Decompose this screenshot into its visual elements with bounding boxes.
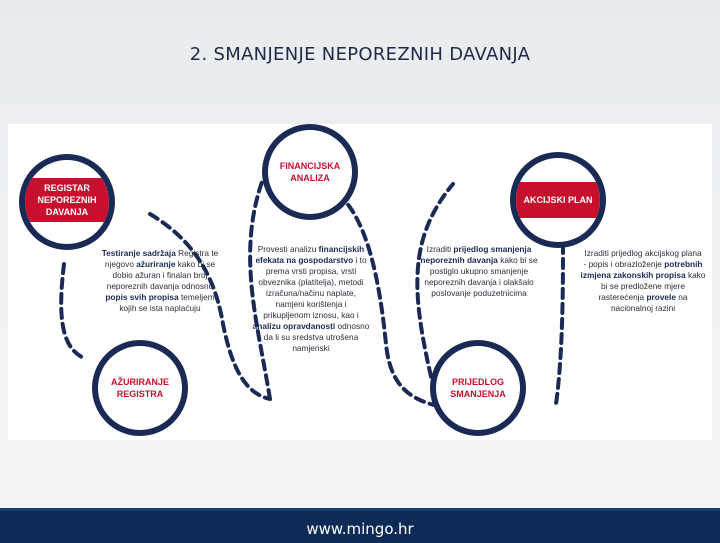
d2-l2a: efekata na gospodarstvo xyxy=(255,255,354,265)
label-prijedlog-line1: PRIJEDLOG xyxy=(451,377,504,387)
label-registar-line1: REGISTAR xyxy=(44,183,90,193)
d4-l5b: provele xyxy=(646,292,676,302)
d1-l2b: ažuriranje xyxy=(136,259,176,269)
d2-l8a: analizu opravdanosti xyxy=(252,321,336,331)
d4-l3a: izmjena zakonskih propisa xyxy=(580,270,686,280)
label-azuriranje-line1: AŽURIRANJE xyxy=(110,377,169,387)
footer-url-link[interactable]: www.mingo.hr xyxy=(306,520,414,538)
d1-l1b: Registra te xyxy=(175,248,219,258)
d2-l8b: odnosno xyxy=(335,321,370,331)
d1-l5b: temeljem xyxy=(178,292,215,302)
desc-prijedlog xyxy=(412,244,546,299)
label-financijska xyxy=(265,160,355,184)
d2-l1a: Provesti analizu xyxy=(257,244,319,254)
d4-l5a: rasterećenja xyxy=(598,292,647,302)
label-prijedlog xyxy=(433,376,523,400)
d1-l6: kojih se ista naplaćuju xyxy=(119,303,201,313)
d2-l6: namjeni korištenja i xyxy=(275,299,347,309)
d3-l2b: kako bi se xyxy=(497,255,538,265)
desc-akcijski xyxy=(574,248,712,314)
d2-l4: obveznika (platitelja), metodi xyxy=(258,277,364,287)
d2-l3: prema vrsti propisa, vrsti xyxy=(265,266,357,276)
label-akcijski-line1: AKCIJSKI PLAN xyxy=(523,195,593,205)
d1-l2a: njegovo xyxy=(104,259,137,269)
d2-l10: namjenski xyxy=(292,343,330,353)
label-registar-line2: NEPOREZNIH xyxy=(37,195,97,205)
d2-l5: izračuna/načinu naplate, xyxy=(266,288,356,298)
d4-l4: bi se predložene mjere xyxy=(601,281,685,291)
d4-l5c: na xyxy=(675,292,688,302)
d3-l3: postiglo ukupno smanjenje xyxy=(429,266,529,276)
d3-l1a: Izraditi xyxy=(426,244,454,254)
slide-title: 2. SMANJENJE NEPOREZNIH DAVANJA xyxy=(189,44,531,65)
d2-l9: da li su sredstva utrošena xyxy=(263,332,359,342)
label-akcijski xyxy=(513,194,603,206)
d4-l2b: potrebnih xyxy=(664,259,703,269)
d1-l4: neporeznih davanja odnosno xyxy=(106,281,214,291)
d4-l2a: - popis i obrazloženje xyxy=(583,259,665,269)
label-financijska-line2: ANALIZA xyxy=(290,173,330,183)
label-prijedlog-line2: SMANJENJA xyxy=(450,389,506,399)
label-financijska-line1: FINANCIJSKA xyxy=(279,161,341,171)
desc-financijska xyxy=(246,244,376,354)
d4-l6: nacionalnoj razini xyxy=(610,303,676,313)
d2-l7: prikupljenom iznosu, kao i xyxy=(263,310,359,320)
d1-l5a: popis svih propisa xyxy=(105,292,179,302)
d3-l1b: prijedlog smanjenja xyxy=(453,244,532,254)
d2-l1b: financijskih xyxy=(318,244,365,254)
label-azuriranje-line2: REGISTRA xyxy=(116,389,164,399)
d4-l3b: kako xyxy=(685,270,706,280)
desc-azuriranje xyxy=(90,248,230,314)
d3-l4: neporeznih davanja i olakšalo xyxy=(424,277,534,287)
d1-l3: dobio ažuran i finalan broj xyxy=(112,270,208,280)
process-diagram xyxy=(8,124,712,440)
d3-l5: poslovanje poduzetnicima xyxy=(431,288,527,298)
label-registar xyxy=(22,182,112,218)
d1-l1a: Testiranje sadržaja xyxy=(101,248,176,258)
label-registar-line3: DAVANJA xyxy=(45,207,89,217)
label-azuriranje xyxy=(95,376,185,400)
d4-l1: Izraditi prijedlog akcijskog plana xyxy=(584,248,702,258)
d3-l2a: neporeznih davanja xyxy=(420,255,498,265)
footer-bar xyxy=(0,508,720,543)
d2-l2b: i to xyxy=(353,255,367,265)
d1-l2c: kako bi se xyxy=(175,259,216,269)
